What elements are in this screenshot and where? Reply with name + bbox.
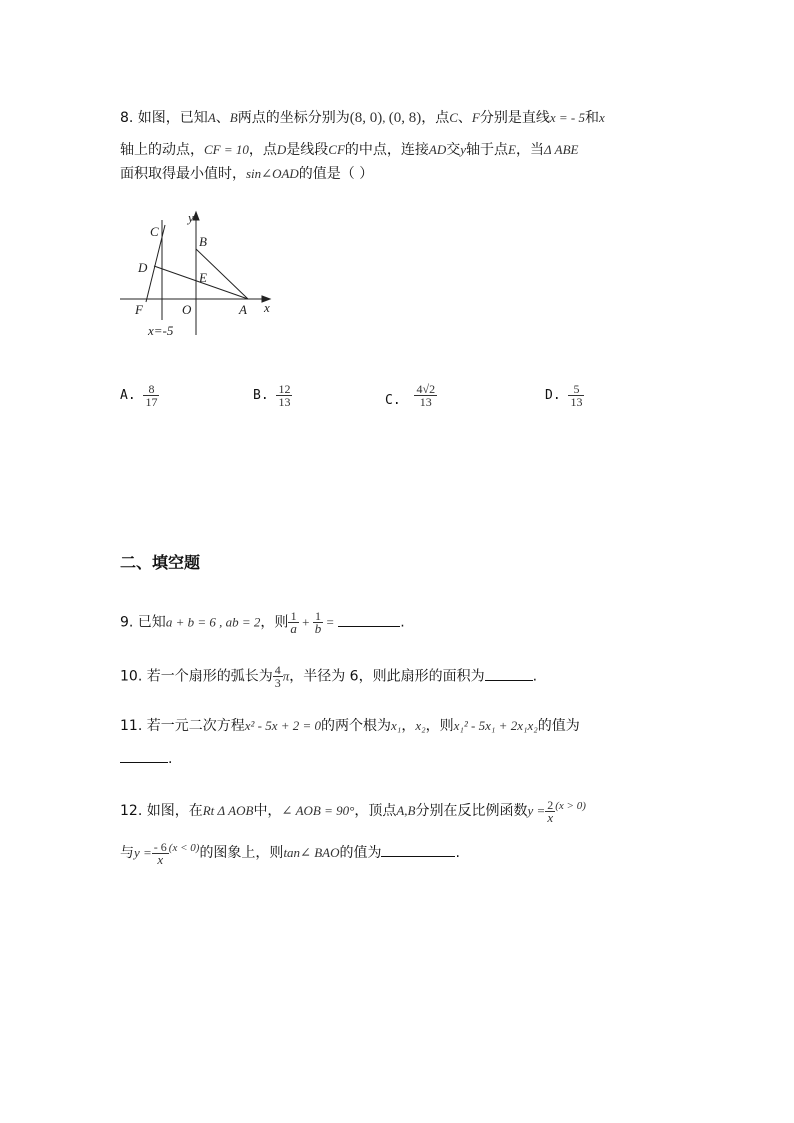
- q9-condition: a + b = 6 , ab = 2: [165, 614, 261, 630]
- q12-line2: [120, 838, 460, 866]
- line-equation: x = - 5: [549, 110, 585, 125]
- q9-number: 9. 已知: [120, 614, 166, 631]
- q9-text: ，则: [260, 614, 289, 631]
- tan-bao: tan∠ BAO: [283, 845, 340, 860]
- fig-point-b: B: [199, 234, 207, 249]
- q12-number: 12. 如图，在: [120, 803, 203, 819]
- fn2-condition: (x < 0): [168, 842, 200, 854]
- q10-fraction: [273, 664, 283, 689]
- fig-origin-o: O: [182, 302, 192, 317]
- q8-line2: [120, 140, 578, 160]
- root-x2: x₂: [415, 718, 426, 733]
- q12-text: 分别在反比例函数: [415, 803, 528, 819]
- fraction-numerator: 4√2: [416, 382, 436, 396]
- fraction-denominator: a: [290, 621, 297, 636]
- q11-expression: x₁² - 5x₁ + 2x₁x₂: [453, 718, 538, 733]
- option-c[interactable]: [385, 383, 437, 408]
- q9-fraction-1: [288, 610, 299, 635]
- period: .: [532, 668, 538, 685]
- q11-number: 11. 若一元二次方程: [120, 718, 245, 734]
- q11-line2: [120, 748, 172, 769]
- fraction-numerator: 1: [290, 609, 297, 623]
- coord-a: (8, 0): [349, 110, 383, 126]
- separator: ，: [401, 718, 416, 734]
- point-a-label: A: [207, 110, 216, 125]
- fraction-numerator: 4: [274, 663, 281, 677]
- q8-answer-bracket: 的值是（ ）: [298, 166, 374, 182]
- q9-fraction-2: [313, 610, 324, 635]
- fraction-numerator: 8: [148, 382, 155, 396]
- q10-answer-blank[interactable]: [485, 666, 533, 681]
- q12-text: ，顶点: [354, 803, 397, 819]
- q8-text: 是线段: [286, 142, 329, 158]
- point-e-label: E: [508, 142, 516, 157]
- fn2-lhs: y =: [134, 845, 152, 860]
- cf-equation: CF = 10: [204, 142, 249, 157]
- q8-text: 的中点，连接: [344, 142, 429, 158]
- x-axis-symbol: x: [598, 110, 605, 125]
- fraction-denominator: 17: [145, 395, 158, 409]
- separator: ,: [382, 110, 389, 125]
- q12-text: 中，: [253, 803, 282, 819]
- fraction-numerator: 1: [314, 609, 321, 623]
- option-fraction: [568, 383, 584, 408]
- period: .: [400, 614, 405, 631]
- option-fraction: [276, 383, 292, 408]
- fraction-denominator: 13: [414, 395, 437, 408]
- separator: 、: [457, 110, 472, 126]
- q12-text: 与: [120, 845, 134, 861]
- q8-line1: [120, 108, 605, 128]
- fraction-denominator: x: [152, 853, 169, 866]
- q8-figure: [118, 208, 278, 343]
- point-f-label: F: [471, 110, 480, 125]
- q12-text: 的值为: [339, 845, 382, 861]
- q10-line: [120, 664, 537, 689]
- point-c-label: C: [449, 110, 458, 125]
- q8-text: 分别是直线: [479, 110, 550, 126]
- q8-text: 面积取得最小值时，: [120, 166, 246, 182]
- fig-point-d: D: [138, 260, 148, 275]
- option-fraction: [143, 383, 159, 408]
- triangle-aob: Rt Δ AOB: [202, 803, 254, 818]
- q12-line1: [120, 796, 586, 824]
- q10-text: ，半径为 6，则此扇形的面积为: [289, 668, 485, 685]
- q8-text: 和: [584, 110, 599, 126]
- axis-label-x: x: [264, 300, 270, 315]
- option-letter: A.: [120, 388, 136, 403]
- plus-sign: +: [298, 614, 313, 630]
- q12-answer-blank[interactable]: [381, 842, 455, 857]
- fraction-numerator: 2: [547, 797, 554, 812]
- q8-text: 交: [446, 142, 461, 158]
- fraction-numerator: 12: [278, 382, 291, 396]
- vertices-ab: A,B: [396, 803, 416, 818]
- fig-point-c: C: [150, 224, 159, 239]
- q10-number: 10. 若一个扇形的弧长为: [120, 668, 273, 685]
- fraction-numerator: 5: [573, 382, 580, 396]
- option-fraction: [414, 383, 437, 408]
- q9-line: [120, 610, 405, 635]
- q12-text: 的图象上，则: [199, 845, 284, 861]
- fraction-numerator: - 6: [153, 839, 167, 854]
- option-letter: B.: [253, 388, 269, 403]
- q11-text: ，则: [425, 718, 454, 734]
- fraction-denominator: x: [545, 811, 555, 824]
- q11-answer-blank[interactable]: [120, 748, 168, 763]
- option-letter: C.: [385, 393, 401, 408]
- q11-line1: [120, 716, 580, 736]
- point-d-label: D: [276, 142, 287, 157]
- fig-line-label: x=-5: [148, 323, 174, 338]
- q8-text: 两点的坐标分别为: [237, 110, 350, 126]
- q9-answer-blank[interactable]: [338, 612, 400, 627]
- q8-text: ，点: [421, 110, 450, 126]
- fn1-condition: (x > 0): [555, 800, 586, 812]
- option-letter: D.: [545, 388, 561, 403]
- y-axis-symbol: y: [460, 142, 467, 157]
- q11-text: 的值为: [537, 718, 580, 734]
- separator: 、: [215, 110, 230, 126]
- fn1-lhs: y =: [527, 803, 546, 818]
- point-b-label: B: [229, 110, 238, 125]
- fraction-denominator: 13: [278, 395, 291, 409]
- q8-text: ，当: [515, 142, 544, 158]
- q8-number: 8. 如图，已知: [120, 110, 208, 126]
- fig-point-f: F: [135, 302, 143, 317]
- sin-oad: sin∠OAD: [246, 166, 299, 181]
- q11-equation: x² - 5x + 2 = 0: [244, 718, 322, 733]
- option-a[interactable]: [120, 383, 159, 408]
- angle-aob: ∠ AOB = 90°: [281, 803, 355, 818]
- fraction-denominator: b: [314, 621, 322, 636]
- fig-point-e: E: [199, 270, 207, 285]
- equals-sign: =: [323, 614, 334, 630]
- axis-label-y: y: [188, 210, 194, 225]
- period: .: [168, 751, 173, 767]
- section-heading: 二、填空题: [120, 553, 201, 572]
- period: .: [455, 845, 460, 861]
- q8-text: 轴于点: [466, 142, 509, 158]
- pi-symbol: π: [282, 668, 290, 684]
- segment-cf: CF: [328, 142, 345, 157]
- fn1-fraction: [545, 799, 555, 824]
- coord-b: (0, 8): [388, 110, 422, 126]
- q11-text: 的两个根为: [321, 718, 392, 734]
- fn2-fraction: [152, 841, 169, 866]
- q8-text: ，点: [248, 142, 277, 158]
- fraction-denominator: 13: [570, 395, 583, 409]
- segment-ad: AD: [428, 142, 447, 157]
- q8-text: 轴上的动点，: [120, 142, 204, 158]
- fig-point-a: A: [239, 302, 247, 317]
- fraction-denominator: 3: [274, 676, 281, 690]
- triangle-abe: Δ ABE: [543, 142, 579, 157]
- root-x1: x₁: [391, 718, 402, 733]
- option-b[interactable]: [253, 383, 292, 408]
- option-d[interactable]: [545, 383, 584, 408]
- q8-line3: [120, 164, 373, 184]
